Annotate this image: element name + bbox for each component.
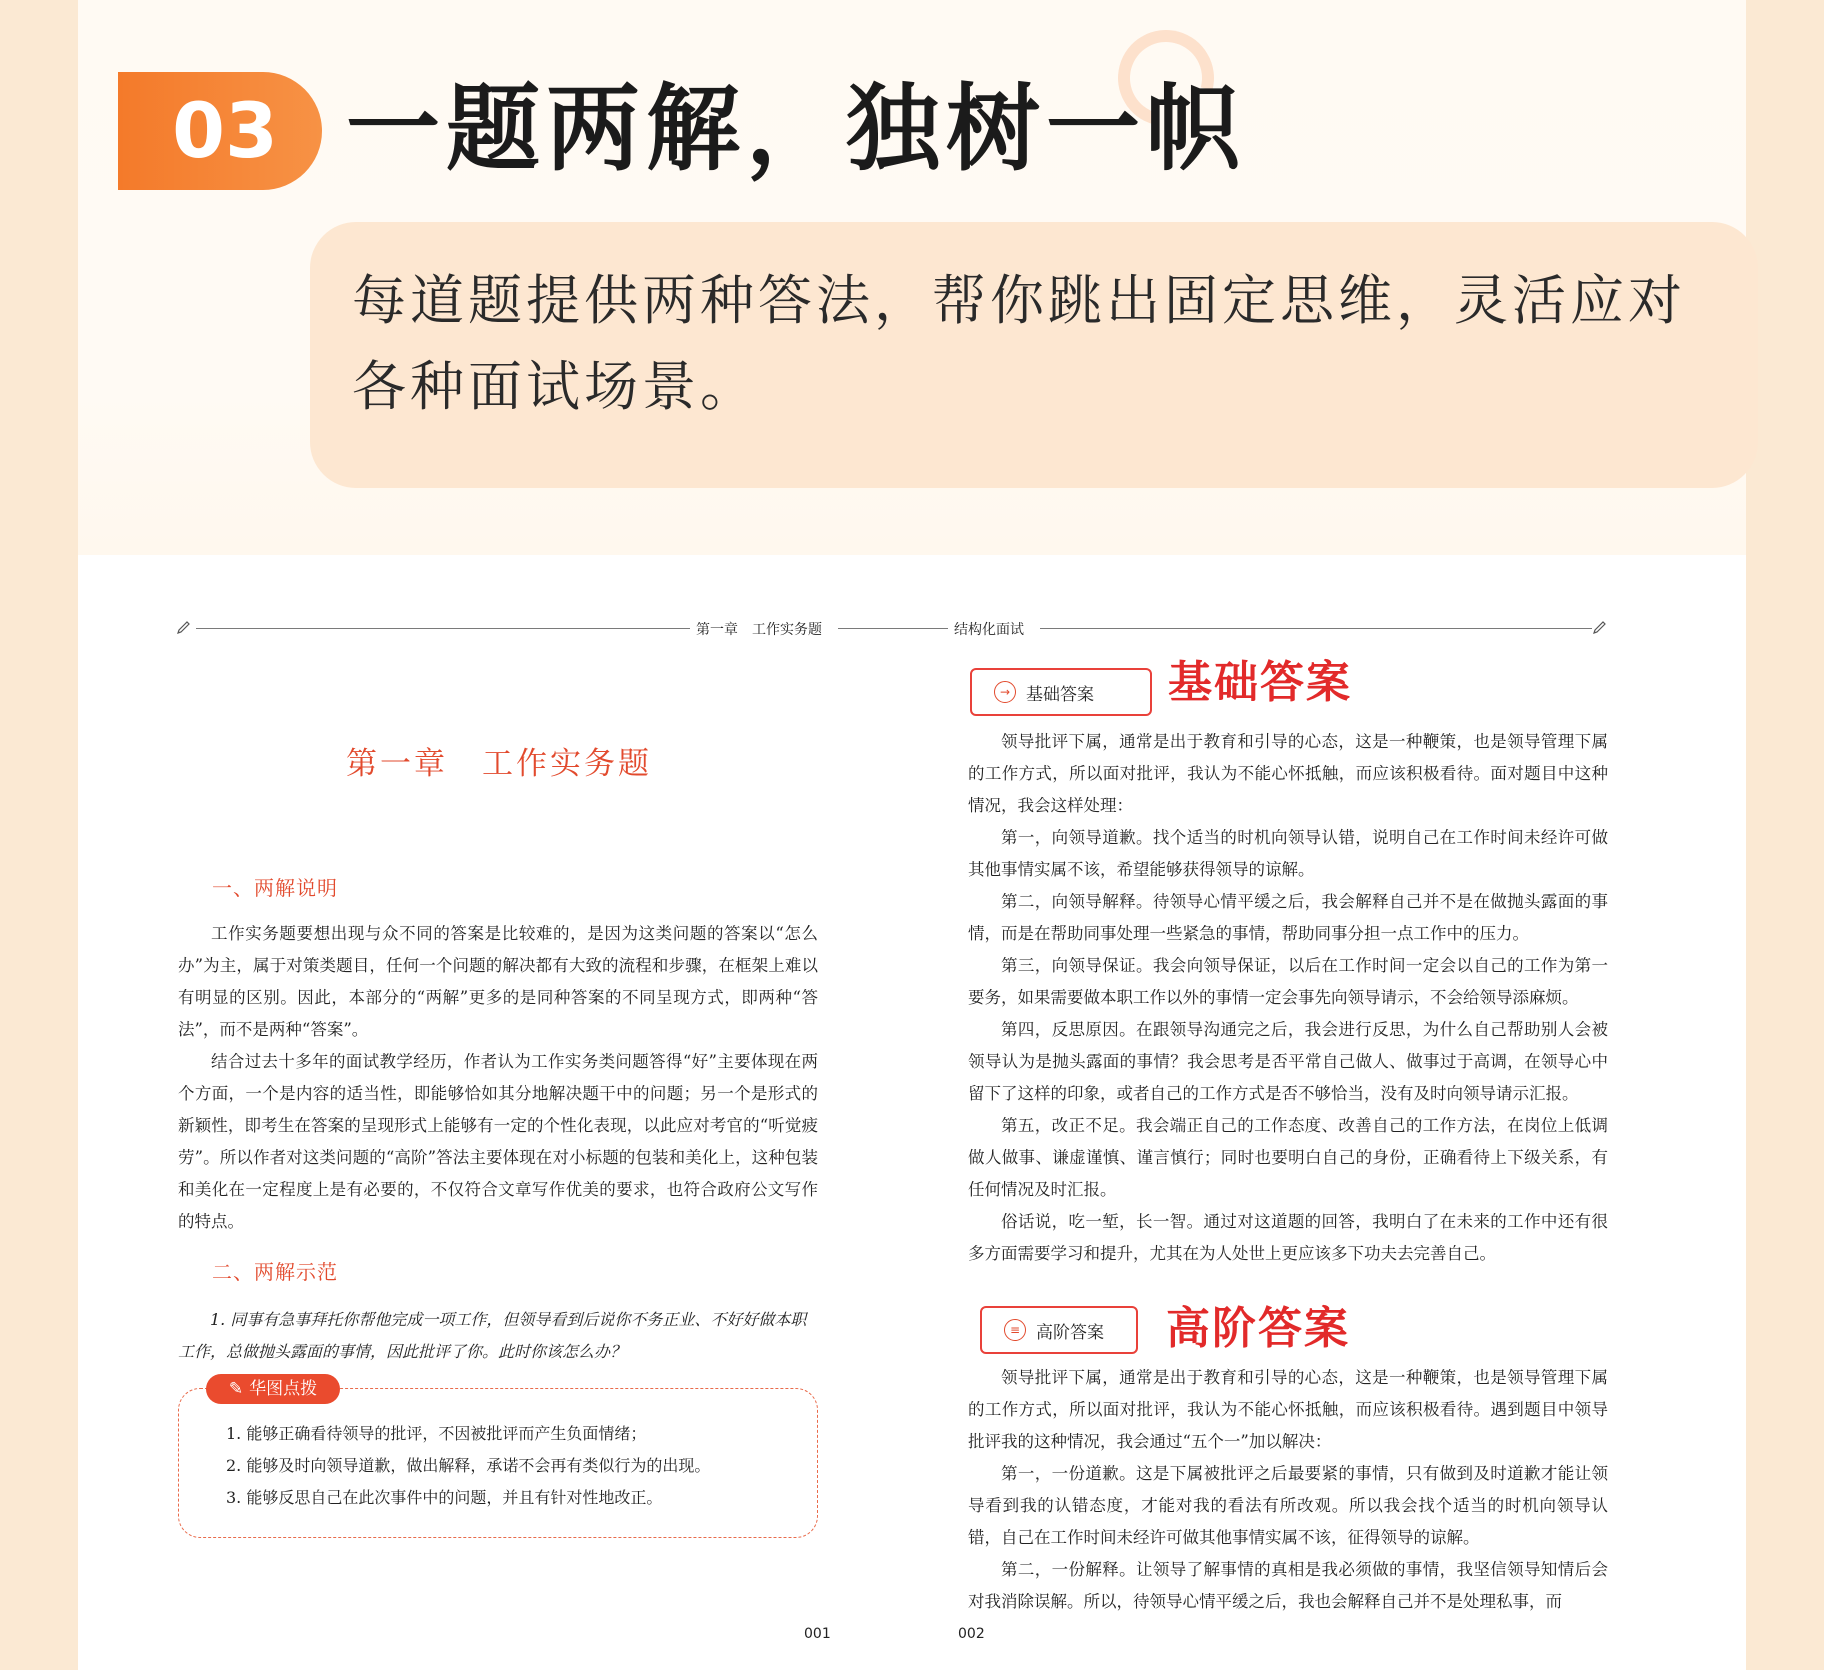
paragraph: 领导批评下属，通常是出于教育和引导的心态，这是一种鞭策，也是领导管理下属的工作方式，所以面对批评，我认为不能心怀抵触，而应该积极看待。面对题目中这种情况，我会这样处理： [968,732,1608,815]
tip-tag [206,1374,340,1404]
header-rule-middle [838,628,948,629]
paragraph: 第二，向领导解释。待领导心情平缓之后，我会解释自己并不是在做抛头露面的事情，而是在帮助同事处理一些紧急的事情，帮助同事分担一点工作中的压力。 [968,892,1608,943]
header-rule-left [196,628,696,629]
pen-icon [1592,617,1610,635]
left-margin [0,0,78,1670]
list-item: 1. 能够正确看待领导的批评，不因被批评而产生负面情绪； [226,1424,647,1443]
section-heading: 二、两解示范 [212,1260,338,1284]
header-rule-right [1040,628,1592,629]
pencil-icon: ✎ [228,1379,244,1399]
advanced-answer-tag [980,1306,1138,1354]
chapter-title: 第一章 工作实务题 [346,746,652,782]
basic-answer-tag-label: 基础答案 [1026,684,1094,705]
feature-number-badge: 03 [118,72,322,190]
page-number: 002 [958,1626,985,1642]
paragraph: 第三，向领导保证。我会向领导保证，以后在工作时间一定会以自己的工作为第一要务，如果需要做本职工作以外的事情一定会事先向领导请示，不会给领导添麻烦。 [968,956,1608,1007]
pen-icon [176,617,194,635]
running-header-right: 结构化面试 [948,619,1030,639]
running-header-left: 第一章 工作实务题 [690,619,828,639]
section-body [178,918,818,1238]
paragraph: 第二，一份解释。让领导了解事情的真相是我必须做的事情，我坚信领导知情后会对我消除误解。所以，待领导心情平缓之后，我也会解释自己并不是处理私事，而 [968,1560,1608,1611]
question-paragraph: 1. 同事有急事拜托你帮他完成一项工作，但领导看到后说你不务正业、不好好做本职工作，总做抛头露面的事情，因此批评了你。此时你该怎么办？ [178,1310,807,1361]
list-item: 3. 能够反思自己在此次事件中的问题，并且有针对性地改正。 [226,1488,663,1507]
tip-tag-label: 华图点拨 [249,1379,318,1399]
advanced-answer-body [968,1362,1608,1618]
basic-answer-label: 基础答案 [1168,657,1352,708]
paragraph: 俗话说，吃一堑，长一智。通过对这道题的回答，我明白了在未来的工作中还有很多方面需要学习和提升，尤其在为人处世上更应该多下功夫去完善自己。 [968,1212,1608,1263]
list-item: 2. 能够及时向领导道歉，做出解释，承诺不会再有类似行为的出现。 [226,1456,711,1475]
question-text [178,1304,818,1368]
subtitle-box [310,222,1758,488]
section-heading: 一、两解说明 [212,876,338,900]
page-number: 001 [804,1626,831,1642]
feature-title: 一题两解，独树一帜 [346,75,1247,184]
right-margin [1746,0,1824,1670]
book-circle-icon: ≡ [1004,1319,1026,1341]
basic-answer-tag [970,668,1152,716]
feature-subtitle: 每道题提供两种答法，帮你跳出固定思维，灵活应对各种面试场景。 [352,269,1686,418]
paragraph: 第一，一份道歉。这是下属被批评之后最要紧的事情，只有做到及时道歉才能让领导看到我的认错态度，才能对我的看法有所改观。所以我会找个适当的时机向领导认错，自己在工作时间未经许可做其他事情实属不该，征得领导的谅解。 [968,1464,1608,1547]
paragraph: 工作实务题要想出现与众不同的答案是比较难的，是因为这类问题的答案以“怎么办”为主，属于对策类题目，任何一个问题的解决都有大致的流程和步骤，在框架上难以有明显的区别。因此，本部分的“两解”更多的是同种答案的不同呈现方式，即两种“答法”，而不是两种“答案”。 [178,924,818,1039]
arrow-circle-icon: → [994,681,1016,703]
paragraph: 第一，向领导道歉。找个适当的时机向领导认错，说明自己在工作时间未经许可做其他事情实属不该，希望能够获得领导的谅解。 [968,828,1608,879]
advanced-answer-label: 高阶答案 [1166,1303,1350,1354]
tip-list [226,1418,710,1514]
paragraph: 第五，改正不足。我会端正自己的工作态度、改善自己的工作方法，在岗位上低调做人做事、谦虚谨慎、谨言慎行；同时也要明白自己的身份，正确看待上下级关系，有任何情况及时汇报。 [968,1116,1608,1199]
paragraph: 结合过去十多年的面试教学经历，作者认为工作实务类问题答得“好”主要体现在两个方面，一个是内容的适当性，即能够恰如其分地解决题干中的问题；另一个是形式的新颖性，即考生在答案的呈现形式上能够有一定的个性化表现，以此应对考官的“听觉疲劳”。所以作者对这类问题的“高阶”答法主要体现在对小标题的包装和美化上，这种包装和美化在一定程度上是有必要的，不仅符合文章写作优美的要求，也符合政府公文写作的特点。 [178,1052,818,1231]
basic-answer-body [968,726,1608,1270]
paragraph: 第四，反思原因。在跟领导沟通完之后，我会进行反思，为什么自己帮助别人会被领导认为是抛头露面的事情？我会思考是否平常自己做人、做事过于高调，在领导心中留下了这样的印象，或者自己的工作方式是否不够恰当，没有及时向领导请示汇报。 [968,1020,1608,1103]
feature-banner [78,0,1746,555]
advanced-answer-tag-label: 高阶答案 [1036,1322,1104,1343]
paragraph: 领导批评下属，通常是出于教育和引导的心态，这是一种鞭策，也是领导管理下属的工作方式，所以面对批评，我认为不能心怀抵触，而应该积极看待。遇到题目中领导批评我的这种情况，我会通过“五个一”加以解决： [968,1368,1608,1451]
